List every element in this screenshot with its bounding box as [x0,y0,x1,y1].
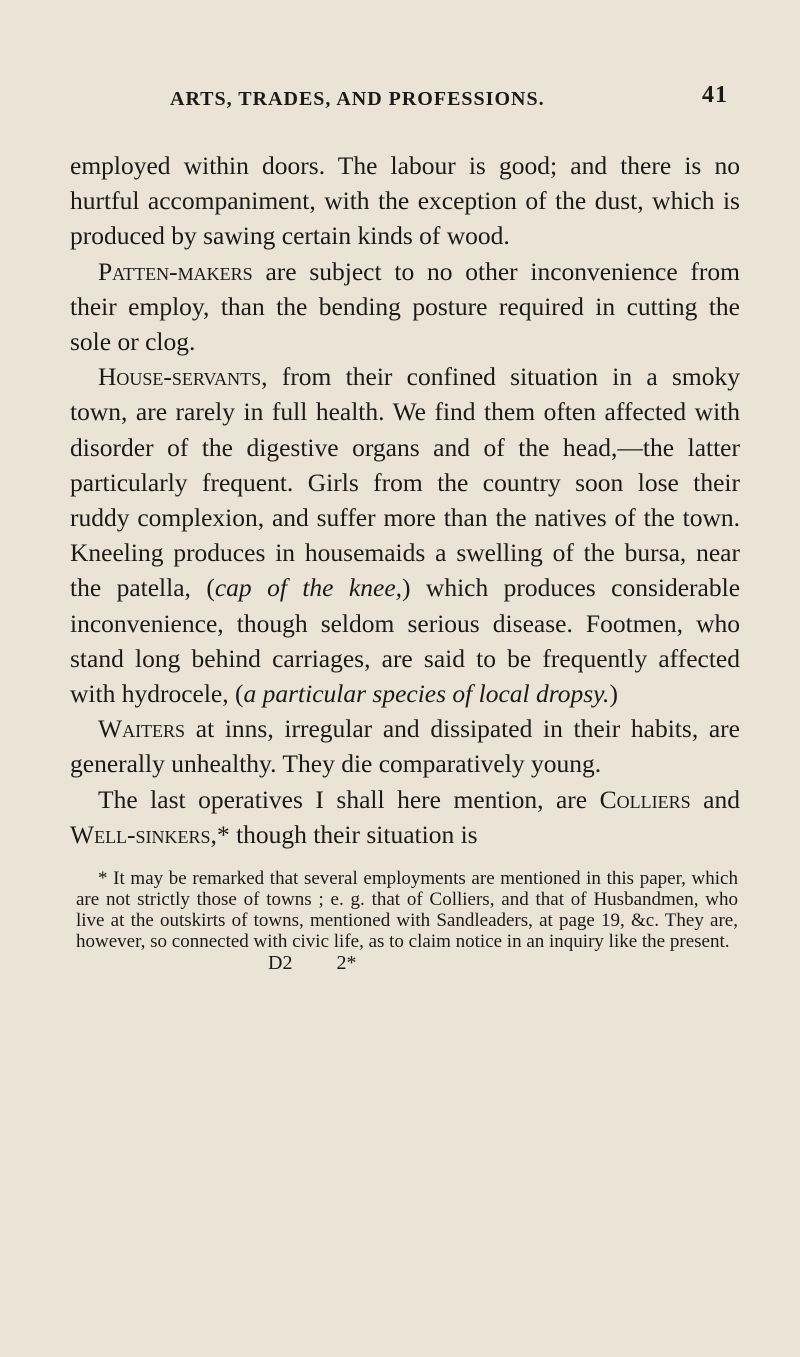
paragraph-text: * though their situation is [216,819,478,849]
paragraph-waiters [70,711,740,781]
signature-mark-left: D2 [268,952,293,975]
signature-marks [70,952,740,974]
running-title: ARTS, TRADES, AND PROFESSIONS. [170,88,545,110]
paragraph-text: , from their confined situation in a smoky town, are rarely in full health. We find them often affected with disorder of the digestive organs and of the head,—the latter particularly frequent. Girls from the country soon lose their ruddy complexion, and suffer more than the natives of the town. Kneeling produces in housemaids a swelling of the bursa, near the patella, ( [70,362,740,603]
paragraph-house-servants [70,359,740,711]
footnote-text: * It may be remarked that several employments are mentioned in this paper, which are not strictly those of towns ; e. g. that of Colliers, and that of Husbandmen, who live at the outskirts of towns, mentioned with Sandleaders, at page 19, &c. They are, however, so connected with civic life, as to claim notice in an inquiry like the present. [76,868,738,953]
paragraph-text: ) [609,679,618,709]
paragraph-patten-makers [70,254,740,360]
paragraph-text: The last operatives I shall here mention, are [98,784,600,814]
paragraph-text: are subject to no other inconvenience from their employ, than the bending posture required in cutting the sole or clog. [70,256,740,357]
footnote [70,868,740,952]
paragraph-colliers [70,782,740,852]
paragraph-text: and [690,784,740,814]
page-header [70,82,740,118]
paragraph-text: ) which produces considerable inconvenience, though seldom serious disease. Footmen, who stand long behind carriages, are said to be frequently affected with hydrocele, ( [70,573,741,709]
page-number: 41 [702,82,728,108]
heading-colliers: Colliers [599,784,691,814]
book-page [70,82,740,974]
heading-house-servants: House-servants [98,362,262,392]
italic-gloss: cap of the knee, [214,573,403,603]
signature-mark-right: 2* [336,952,357,975]
body-text [70,148,740,852]
italic-gloss: a particular species of local dropsy. [243,679,610,709]
paragraph-text: at inns, irregular and dissipated in their habits, are generally unhealthy. They die comparatively young. [70,714,740,779]
paragraph-continuation: employed within doors. The labour is good; and there is no hurtful accompaniment, with the exception of the dust, which is produced by sawing certain kinds of wood. [70,151,740,251]
heading-patten-makers: Patten-makers [98,256,253,286]
heading-waiters: Waiters [98,714,186,744]
heading-well-sinkers: Well-sinkers, [70,819,217,849]
